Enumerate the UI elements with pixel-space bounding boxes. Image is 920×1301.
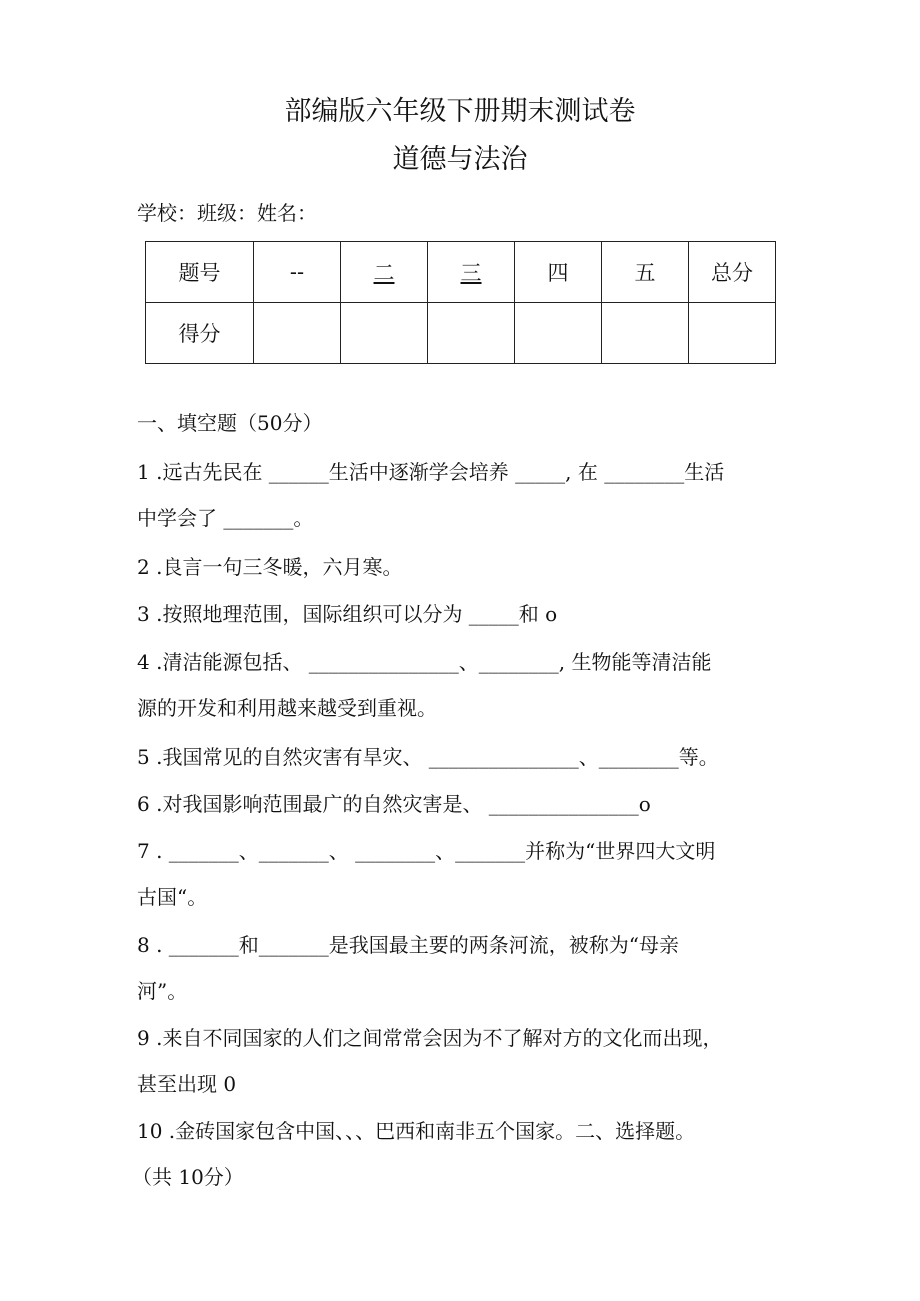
score-header-cell: 四 — [515, 242, 602, 303]
score-input-cell[interactable] — [602, 303, 689, 364]
student-info-line: 学校：班级：姓名： — [137, 201, 317, 225]
question-line: 3 .按照地理范围，国际组织可以分为 _____和 o — [137, 602, 558, 626]
question-line: 6 .对我国影响范围最广的自然灾害是、 _______________o — [137, 792, 651, 816]
score-input-cell[interactable] — [254, 303, 341, 364]
section-heading: 一、填空题（50分） — [137, 411, 323, 435]
question-line: 10 .金砖国家包含中国、、、巴西和南非五个国家。二、选择题。 — [137, 1119, 696, 1143]
question-line: 5 .我国常见的自然灾害有旱灾、 _______________、________等。 — [137, 745, 719, 769]
score-input-cell[interactable] — [428, 303, 515, 364]
score-input-cell[interactable] — [341, 303, 428, 364]
question-line: 2 .良言一句三冬暖，六月寒。 — [137, 555, 403, 579]
score-input-cell[interactable] — [515, 303, 602, 364]
question-continuation: 中学会了 _______。 — [137, 506, 314, 530]
score-header-cell: 五 — [602, 242, 689, 303]
exam-subject: 道德与法治 — [392, 144, 528, 175]
score-table-score-row — [146, 303, 776, 364]
question-line: 9 .来自不同国家的人们之间常常会因为不了解对方的文化而出现， — [137, 1026, 723, 1050]
question-continuation: 河”。 — [137, 979, 188, 1003]
score-header-cell: 总分 — [689, 242, 776, 303]
score-table — [145, 241, 776, 364]
exam-title: 部编版六年级下册期末测试卷 — [284, 96, 636, 127]
score-row-label: 得分 — [146, 303, 254, 364]
score-header-cell: 二 — [341, 242, 428, 303]
question-line: 8 . _______和_______是我国最主要的两条河流，被称为“母亲 — [137, 933, 680, 957]
question-continuation: （共 10分） — [132, 1165, 244, 1189]
question-continuation: 源的开发和利用越来越受到重视。 — [137, 696, 437, 720]
question-line: 4 .清洁能源包括、 _______________、________, 生物能等清洁能 — [137, 650, 712, 674]
score-header-cell: 题号 — [146, 242, 254, 303]
score-header-cell: -- — [254, 242, 341, 303]
score-table-header-row — [146, 242, 776, 303]
question-continuation: 古国“。 — [137, 885, 208, 909]
score-header-cell: 三 — [428, 242, 515, 303]
score-input-cell[interactable] — [689, 303, 776, 364]
question-line: 7 . _______、_______、 ________、_______并称为“世界四大文明 — [137, 839, 716, 863]
question-continuation: 甚至出现 0 — [137, 1072, 237, 1096]
question-line: 1 .远古先民在 ______生活中逐渐学会培养 _____, 在 ________生活 — [137, 460, 725, 484]
